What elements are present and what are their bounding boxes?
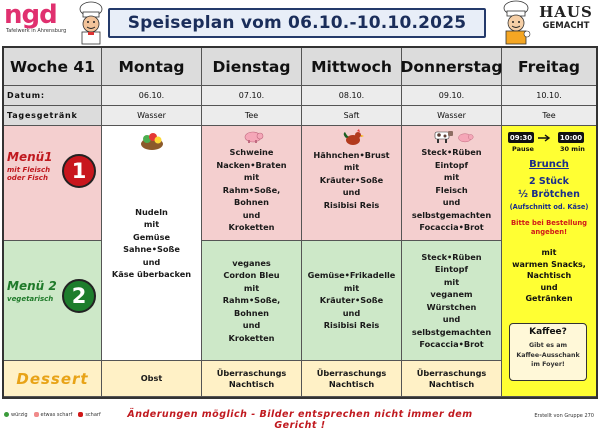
menu1-thursday-dish: Steck•Rüben Eintopf mit Fleisch und selbstgemachten Focaccia•Brot — [411, 147, 492, 233]
dessert-monday: Obst — [140, 373, 163, 384]
pause-label: Pause — [512, 145, 534, 153]
spice-legend — [4, 412, 101, 418]
menu2-thursday-dish: Steck•Rüben Eintopf mit veganem Würstchen und selbstgemachten Focaccia•Brot — [411, 251, 492, 349]
coffee-info-box — [509, 323, 587, 381]
chef-mascot-left-icon — [74, 0, 108, 44]
drink-friday: Tee — [502, 106, 596, 126]
chef-mascot-right-icon — [496, 0, 536, 44]
date-tuesday: 07.10. — [202, 86, 302, 106]
pig-icon — [242, 129, 264, 143]
herb-icon — [4, 412, 9, 417]
legend-item-etwas-scharf — [34, 412, 73, 418]
menu2-tuesday-dish: veganes Cordon Bleu mit Rahm•Soße, Bohnen und Kroketten — [222, 257, 281, 343]
change-notice: Änderungen möglich - Bilder entsprechen nicht immer dem Gericht ! — [127, 409, 473, 431]
mild-pepper-icon — [34, 412, 39, 417]
snacks-text: mit warmen Snacks, Nachtisch und Getränken — [512, 248, 586, 303]
monday-dish-text: Nudeln mit Gemüse Sahne•Soße und Käse überbacken — [111, 206, 192, 279]
menu1-subtitle-line1: mit Fleisch — [7, 166, 51, 174]
legend-label: scharf — [85, 412, 101, 418]
menu1-title: Menü1 — [7, 150, 53, 164]
legend-label: etwas scharf — [40, 412, 73, 418]
hausgemacht-logo-bottom: GEMACHT — [542, 21, 590, 31]
hausgemacht-logo-top: HAUS — [539, 3, 593, 21]
menu1-label-cell — [4, 126, 102, 241]
pig-icon — [456, 131, 474, 143]
dessert-tuesday: Überraschungs Nachtisch — [216, 367, 287, 389]
header — [0, 0, 600, 44]
day-header-thursday: Donnerstag — [402, 48, 502, 86]
menu2-label-cell — [4, 241, 102, 361]
chicken-icon — [342, 129, 364, 147]
coffee-title: Kaffee? — [529, 327, 567, 337]
day-header-friday: Freitag — [502, 48, 596, 86]
arrow-right-icon — [538, 134, 552, 142]
menu-table — [2, 46, 598, 399]
cow-icon — [432, 129, 454, 143]
dessert-label: Dessert — [16, 369, 89, 388]
order-note: Bitte bei Bestellung angeben! — [510, 219, 588, 236]
date-row-label: Datum: — [4, 86, 102, 106]
menu1-number-badge: 1 — [62, 154, 96, 188]
date-monday: 06.10. — [102, 86, 202, 106]
day-header-tuesday: Dienstag — [202, 48, 302, 86]
footer — [0, 402, 600, 431]
week-label: Woche 41 — [4, 48, 102, 86]
end-clock-icon: 10:00 — [559, 133, 583, 142]
page-title-box — [108, 8, 486, 38]
legend-label: würzig — [11, 412, 28, 418]
menu1-wednesday-cell — [302, 126, 402, 241]
credit-text: Erstellt von Gruppe 270 — [534, 413, 594, 419]
brunch-line1: 2 Stück — [528, 176, 569, 187]
hot-pepper-icon — [78, 412, 83, 417]
menu2-title: Menü 2 — [7, 279, 57, 293]
drink-wednesday: Saft — [302, 106, 402, 126]
brunch-line2: ½ Brötchen — [518, 189, 580, 200]
ngd-logo-text: ngd — [4, 0, 57, 30]
ngd-logo-subtitle: Tafelwerk in Ahrensburg — [6, 28, 67, 34]
date-friday: 10.10. — [502, 86, 596, 106]
menu1-tuesday-dish: Schweine Nacken•Braten mit Rahm•Soße, Bohnen und Kroketten — [216, 147, 287, 233]
day-header-monday: Montag — [102, 48, 202, 86]
menu2-wednesday-dish: Gemüse•Frikadelle mit Kräuter•Soße und Risibisi Reis — [307, 270, 396, 331]
page-title: Speiseplan vom 06.10.-10.10.2025 — [127, 13, 467, 33]
menu2-subtitle: vegetarisch — [7, 295, 54, 303]
drink-row-label: Tagesgetränk — [4, 106, 102, 126]
menu1-wednesday-dish: Hähnchen•Brust mit Kräuter•Soße und Risibisi Reis — [313, 149, 390, 210]
menu2-thursday-cell — [402, 241, 502, 361]
menu1-thursday-cell — [402, 126, 502, 241]
brunch-title: Brunch — [529, 159, 569, 170]
dessert-thursday: Überraschungs Nachtisch — [416, 367, 487, 389]
menu2-number-badge: 2 — [62, 279, 96, 313]
vegetable-bowl-icon — [139, 130, 165, 152]
dessert-monday-cell — [102, 361, 202, 397]
dessert-wednesday-cell — [302, 361, 402, 397]
legend-item-scharf — [78, 412, 100, 418]
dessert-wednesday: Überraschungs Nachtisch — [316, 367, 387, 389]
date-thursday: 09.10. — [402, 86, 502, 106]
dessert-thursday-cell — [402, 361, 502, 397]
menu2-wednesday-cell — [302, 241, 402, 361]
brunch-time-row — [506, 130, 586, 156]
drink-thursday: Wasser — [402, 106, 502, 126]
dessert-tuesday-cell — [202, 361, 302, 397]
date-wednesday: 08.10. — [302, 86, 402, 106]
brunch-line3: (Aufschnitt od. Käse) — [509, 203, 589, 211]
coffee-text: Gibt es am Kaffee-Ausschank im Foyer! — [516, 342, 580, 368]
friday-brunch-cell — [502, 126, 596, 397]
hausgemacht-logo — [534, 4, 598, 42]
dessert-label-cell — [4, 361, 102, 397]
legend-item-wuerzig — [4, 412, 28, 418]
drink-monday: Wasser — [102, 106, 202, 126]
duration-label: 30 min — [560, 145, 585, 153]
menu1-tuesday-cell — [202, 126, 302, 241]
menu1-subtitle-line2: oder Fisch — [7, 174, 48, 182]
menu2-tuesday-cell — [202, 241, 302, 361]
ngd-logo — [4, 2, 74, 42]
monday-main-dish-cell — [102, 126, 202, 361]
drink-tuesday: Tee — [202, 106, 302, 126]
day-header-wednesday: Mittwoch — [302, 48, 402, 86]
start-clock-icon: 09:30 — [509, 133, 533, 142]
